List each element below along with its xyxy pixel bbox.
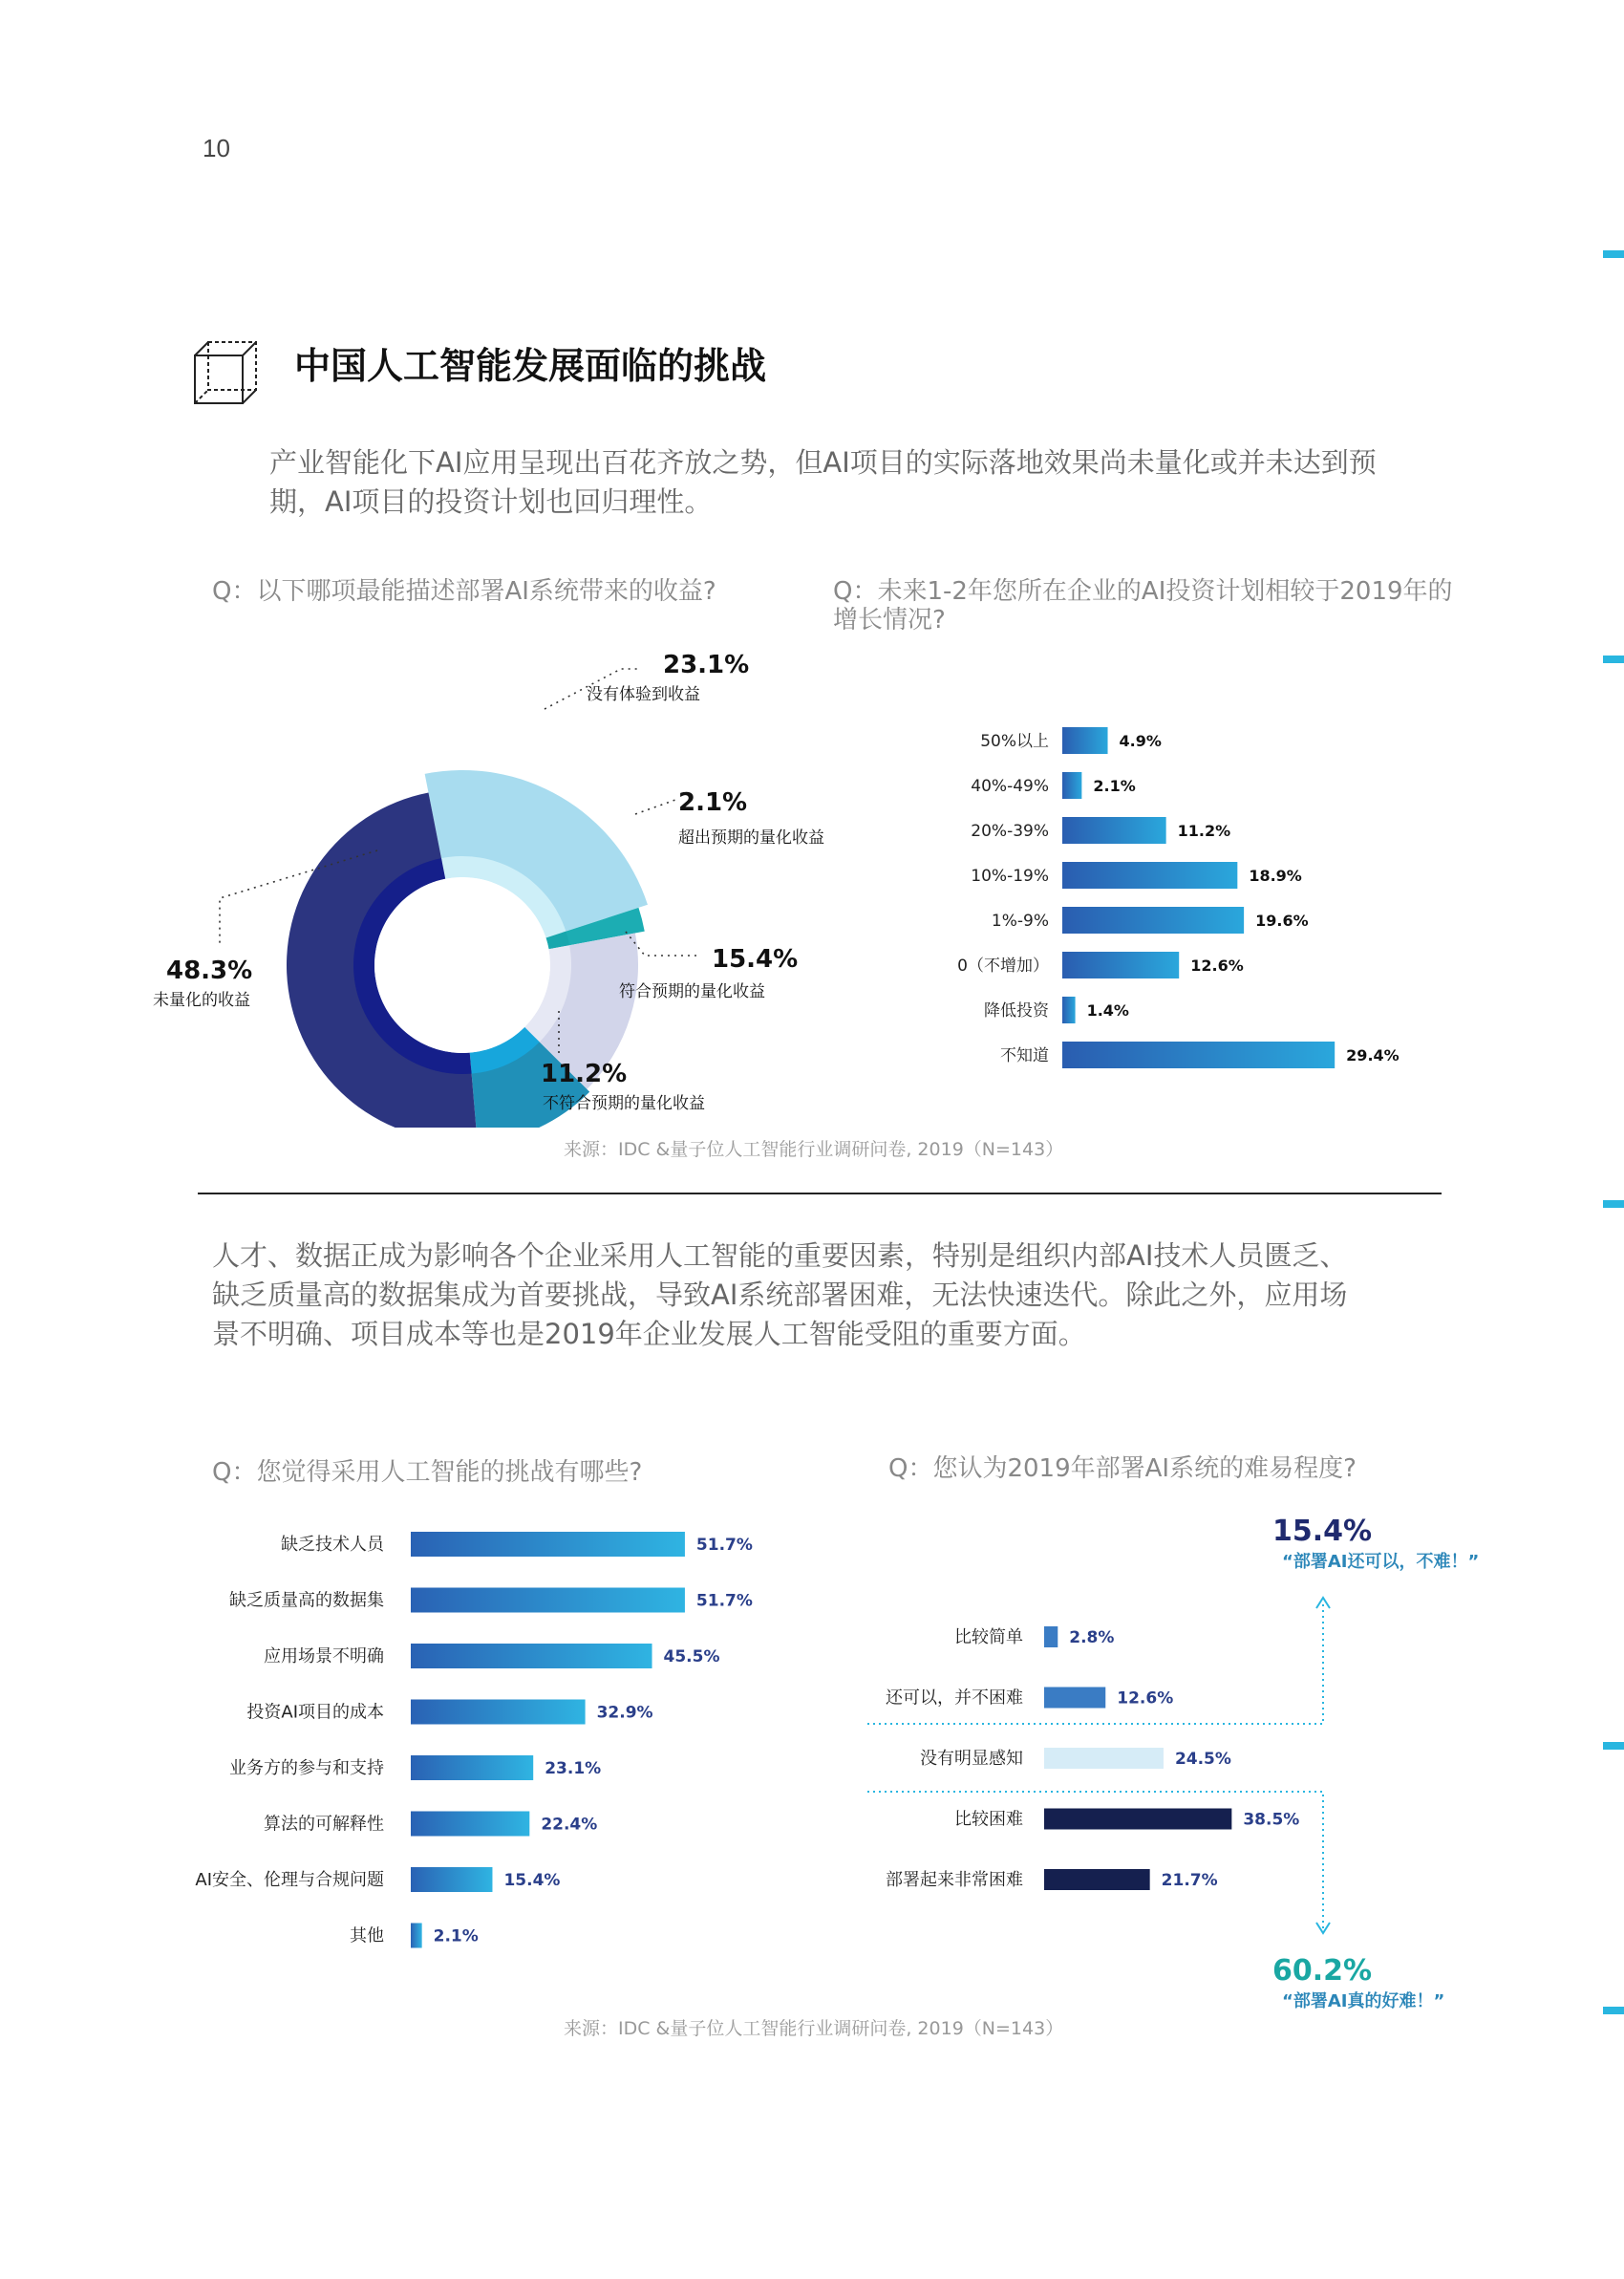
bar-value-label: 51.7%	[695, 1536, 753, 1555]
investment-bars	[957, 727, 1400, 1068]
annotation-hard-value: 60.2%	[1272, 1954, 1373, 1988]
bar-category-label: 业务方的参与和支持	[229, 1758, 384, 1778]
source-note-2: 来源：IDC &量子位人工智能行业调研问卷, 2019（N=143）	[564, 2018, 1064, 2039]
bar	[1062, 727, 1108, 754]
bar	[1062, 907, 1244, 934]
bar-value-label: 1.4%	[1086, 1001, 1129, 1020]
edge-mark	[1603, 2007, 1624, 2014]
bar-category-label: 10%-19%	[971, 867, 1049, 886]
slice-label-unquantified: 未量化的收益	[153, 991, 250, 1010]
question-benefit: Q：以下哪项最能描述部署AI系统带来的收益?	[212, 577, 716, 606]
bar-value-label: 23.1%	[545, 1759, 602, 1778]
challenge-paragraph	[212, 1236, 1347, 1354]
annotation-easy-quote: “部署AI还可以，不难！”	[1282, 1552, 1480, 1572]
edge-mark	[1603, 1742, 1624, 1750]
intro-paragraph	[269, 443, 1377, 522]
bar	[411, 1588, 685, 1613]
arrow-up-icon	[1316, 1598, 1330, 1608]
slice-label-not-met: 不符合预期的量化收益	[543, 1094, 705, 1113]
slice-label-met: 符合预期的量化收益	[619, 982, 765, 1001]
difficulty-bar-chart	[841, 1510, 1528, 2026]
intro-line: 产业智能化下AI应用呈现出百花齐放之势，但AI项目的实际落地效果尚未量化或并未达到预	[269, 446, 1377, 479]
bar-category-label: 40%-49%	[971, 777, 1049, 796]
source-note: 来源：IDC &量子位人工智能行业调研问卷, 2019（N=143）	[564, 1139, 1064, 1160]
slice-value-not-met: 11.2%	[541, 1060, 628, 1088]
bar-category-label: 不知道	[1000, 1046, 1049, 1065]
bar-value-label: 19.6%	[1255, 912, 1309, 930]
question-difficulty: Q：您认为2019年部署AI系统的难易程度?	[888, 1454, 1357, 1483]
bar	[411, 1700, 586, 1725]
bar-category-label: 应用场景不明确	[264, 1646, 384, 1666]
question-challenges: Q：您觉得采用人工智能的挑战有哪些?	[212, 1458, 643, 1487]
bar-category-label: 缺乏质量高的数据集	[229, 1590, 384, 1611]
bar	[1062, 862, 1237, 889]
bar-value-label: 51.7%	[695, 1591, 753, 1611]
bar	[1062, 997, 1076, 1023]
bar	[1044, 1869, 1150, 1890]
bar-category-label: 没有明显感知	[920, 1749, 1023, 1769]
bar-category-label: 比较简单	[954, 1627, 1023, 1647]
bar	[1044, 1688, 1105, 1709]
page-number: 10	[203, 134, 230, 162]
bar	[411, 1812, 529, 1837]
edge-mark	[1603, 1200, 1624, 1208]
annotation-easy-value: 15.4%	[1272, 1515, 1373, 1548]
bar-category-label: 投资AI项目的成本	[246, 1702, 384, 1723]
bar-value-label: 29.4%	[1346, 1046, 1400, 1064]
bar-category-label: 降低投资	[984, 1001, 1049, 1021]
bar-category-label: AI安全、伦理与合规问题	[195, 1870, 384, 1890]
cube-icon	[191, 338, 260, 407]
slice-label-exceeded: 超出预期的量化收益	[678, 828, 824, 848]
annotation-hard-quote: “部署AI真的好难！”	[1282, 1991, 1445, 2011]
bar	[1062, 1042, 1335, 1068]
question-line: Q：未来1-2年您所在企业的AI投资计划相较于2019年的	[833, 577, 1453, 606]
bar-value-label: 45.5%	[663, 1647, 720, 1666]
bar	[411, 1924, 422, 1948]
investment-bar-chart	[860, 712, 1433, 1080]
bar-category-label: 部署起来非常困难	[886, 1870, 1023, 1890]
bar	[411, 1644, 652, 1668]
bar-category-label: 0（不增加）	[957, 957, 1049, 976]
bar-category-label: 50%以上	[980, 732, 1049, 751]
bar-value-label: 38.5%	[1243, 1810, 1300, 1830]
bar-value-label: 32.9%	[596, 1703, 653, 1723]
bar-category-label: 比较困难	[954, 1809, 1023, 1830]
bar	[411, 1755, 533, 1780]
bar-value-label: 2.8%	[1069, 1628, 1115, 1647]
bar-value-label: 18.9%	[1249, 867, 1302, 885]
bar-category-label: 还可以，并不困难	[886, 1688, 1023, 1709]
bar-value-label: 11.2%	[1177, 822, 1231, 840]
slice-value-no-benefit: 23.1%	[663, 651, 750, 679]
difficulty-bars	[886, 1626, 1299, 1890]
bar	[1044, 1626, 1058, 1647]
page-title: 中国人工智能发展面临的挑战	[294, 345, 767, 387]
slice-value-exceeded: 2.1%	[678, 788, 748, 817]
bar	[411, 1532, 685, 1557]
para-line: 人才、数据正成为影响各个企业采用人工智能的重要因素，特别是组织内部AI技术人员匮乏、	[212, 1239, 1348, 1272]
bar-value-label: 2.1%	[1093, 777, 1136, 795]
bar	[1062, 772, 1081, 799]
donut-hole	[374, 877, 550, 1053]
bar-value-label: 12.6%	[1190, 957, 1244, 975]
leader-line	[635, 799, 678, 814]
challenges-bars	[195, 1532, 753, 1948]
bar-category-label: 其他	[350, 1925, 384, 1946]
bar-value-label: 12.6%	[1117, 1688, 1174, 1709]
question-investment	[833, 577, 1453, 634]
section-divider	[198, 1193, 1442, 1194]
bar-category-label: 1%-9%	[991, 912, 1049, 931]
slice-label-no-benefit: 没有体验到收益	[587, 685, 700, 704]
question-line: 增长情况?	[833, 606, 946, 634]
bar-category-label: 算法的可解释性	[264, 1814, 384, 1835]
bar-value-label: 21.7%	[1161, 1871, 1218, 1890]
bar-category-label: 缺乏技术人员	[281, 1535, 384, 1555]
bar-value-label: 24.5%	[1174, 1750, 1231, 1769]
bar	[1044, 1809, 1231, 1830]
edge-mark	[1603, 656, 1624, 663]
bar	[411, 1867, 492, 1892]
para-line: 缺乏质量高的数据集成为首要挑战，导致AI系统部署困难，无法快速迭代。除此之外，应用场	[212, 1279, 1348, 1311]
bar-value-label: 22.4%	[541, 1815, 598, 1835]
bar-category-label: 20%-39%	[971, 822, 1049, 841]
challenges-bar-chart	[143, 1515, 774, 1954]
edge-mark	[1603, 250, 1624, 258]
donut-chart	[143, 640, 831, 1128]
bar	[1062, 952, 1179, 978]
slice-value-met: 15.4%	[712, 945, 799, 974]
para-line: 景不明确、项目成本等也是2019年企业发展人工智能受阻的重要方面。	[212, 1318, 1086, 1350]
intro-line: 期，AI项目的投资计划也回归理性。	[269, 485, 713, 518]
bar-value-label: 15.4%	[503, 1871, 561, 1890]
bar-value-label: 4.9%	[1119, 732, 1162, 750]
bar-value-label: 2.1%	[433, 1926, 479, 1946]
bar	[1044, 1748, 1164, 1769]
slice-value-unquantified: 48.3%	[166, 957, 253, 985]
bar	[1062, 817, 1166, 844]
